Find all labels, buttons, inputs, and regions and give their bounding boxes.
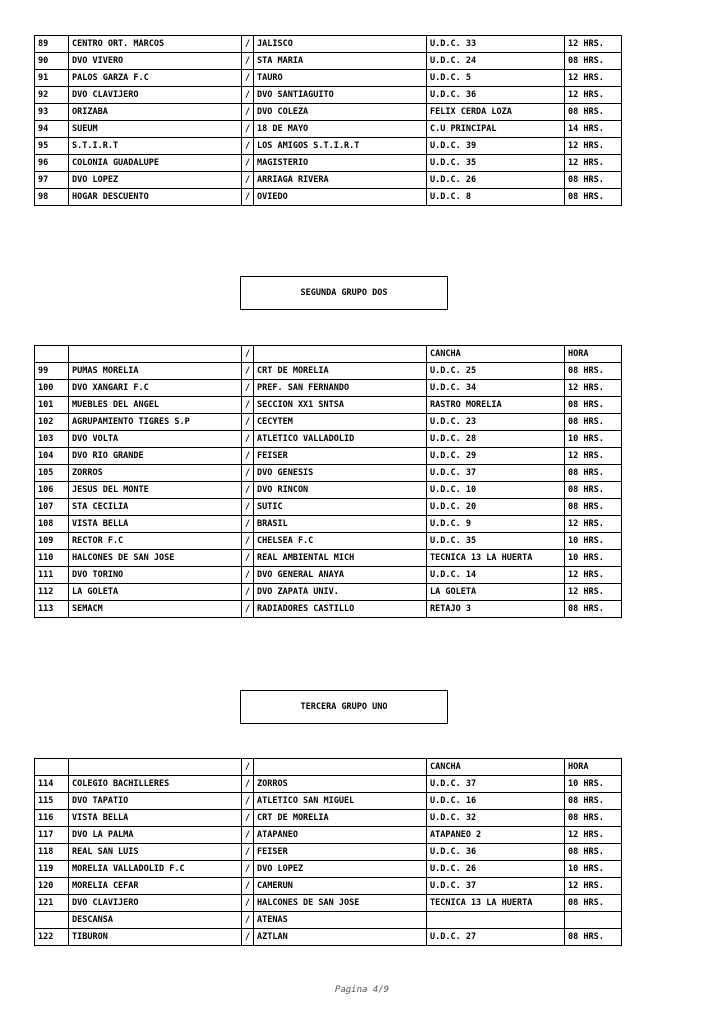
away-team: DVO RINCON	[254, 482, 427, 499]
field-name: C.U PRINCIPAL	[427, 121, 565, 138]
match-time: 12 HRS.	[565, 155, 622, 172]
away-team: LOS AMIGOS S.T.I.R.T	[254, 138, 427, 155]
match-number: 115	[35, 793, 69, 810]
field-name: U.D.C. 24	[427, 53, 565, 70]
vs-separator: /	[242, 861, 254, 878]
match-time: 12 HRS.	[565, 70, 622, 87]
table-row	[35, 465, 622, 482]
table-row	[35, 533, 622, 550]
table-row	[35, 793, 622, 810]
away-team: CHELSEA F.C	[254, 533, 427, 550]
match-time: 10 HRS.	[565, 776, 622, 793]
field-name: U.D.C. 9	[427, 516, 565, 533]
table-header-row	[35, 346, 622, 363]
match-time: 08 HRS.	[565, 104, 622, 121]
field-name: ATAPANEO 2	[427, 827, 565, 844]
home-team: DVO XANGARI F.C	[69, 380, 242, 397]
table-body	[35, 776, 622, 946]
field-name: U.D.C. 5	[427, 70, 565, 87]
away-team: MAGISTERIO	[254, 155, 427, 172]
home-team: DVO VIVERO	[69, 53, 242, 70]
field-name: U.D.C. 16	[427, 793, 565, 810]
vs-separator: /	[242, 567, 254, 584]
vs-separator: /	[242, 121, 254, 138]
vs-separator: /	[242, 53, 254, 70]
away-team: AZTLAN	[254, 929, 427, 946]
match-number: 116	[35, 810, 69, 827]
away-team: SECCION XX1 SNTSA	[254, 397, 427, 414]
match-number: 120	[35, 878, 69, 895]
match-time: 08 HRS.	[565, 465, 622, 482]
match-time: 10 HRS.	[565, 550, 622, 567]
match-number: 94	[35, 121, 69, 138]
table-row	[35, 810, 622, 827]
away-team: DVO SANTIAGUITO	[254, 87, 427, 104]
table-row	[35, 172, 622, 189]
away-team: ATLETICO VALLADOLID	[254, 431, 427, 448]
match-time: 12 HRS.	[565, 567, 622, 584]
vs-separator: /	[242, 878, 254, 895]
header-sep: /	[242, 759, 254, 776]
vs-separator: /	[242, 895, 254, 912]
header-home	[69, 759, 242, 776]
match-time: 08 HRS.	[565, 414, 622, 431]
match-number: 96	[35, 155, 69, 172]
header-num	[35, 346, 69, 363]
home-team: DVO CLAVIJERO	[69, 87, 242, 104]
field-name: U.D.C. 26	[427, 172, 565, 189]
field-name: U.D.C. 37	[427, 465, 565, 482]
match-number: 104	[35, 448, 69, 465]
match-number: 109	[35, 533, 69, 550]
vs-separator: /	[242, 550, 254, 567]
table-row	[35, 499, 622, 516]
home-team: SEMACM	[69, 601, 242, 618]
schedule-table-continued	[34, 35, 622, 206]
match-number: 110	[35, 550, 69, 567]
vs-separator: /	[242, 36, 254, 53]
away-team: DVO GENESIS	[254, 465, 427, 482]
header-field: CANCHA	[427, 759, 565, 776]
vs-separator: /	[242, 584, 254, 601]
match-time: 12 HRS.	[565, 878, 622, 895]
home-team: STA CECILIA	[69, 499, 242, 516]
match-time: 08 HRS.	[565, 189, 622, 206]
home-team: PUMAS MORELIA	[69, 363, 242, 380]
home-team: S.T.I.R.T	[69, 138, 242, 155]
away-team: STA MARIA	[254, 53, 427, 70]
match-time: 12 HRS.	[565, 36, 622, 53]
table-row	[35, 380, 622, 397]
vs-separator: /	[242, 138, 254, 155]
away-team: TAURO	[254, 70, 427, 87]
table-row	[35, 155, 622, 172]
field-name: TECNICA 13 LA HUERTA	[427, 550, 565, 567]
table-row	[35, 912, 622, 929]
match-number: 93	[35, 104, 69, 121]
header-num	[35, 759, 69, 776]
table-row	[35, 601, 622, 618]
vs-separator: /	[242, 70, 254, 87]
home-team: DVO VOLTA	[69, 431, 242, 448]
home-team: VISTA BELLA	[69, 516, 242, 533]
home-team: DVO RIO GRANDE	[69, 448, 242, 465]
match-number: 90	[35, 53, 69, 70]
field-name: FELIX CERDA LOZA	[427, 104, 565, 121]
header-field: CANCHA	[427, 346, 565, 363]
vs-separator: /	[242, 363, 254, 380]
header-sep: /	[242, 346, 254, 363]
match-number: 105	[35, 465, 69, 482]
match-number: 99	[35, 363, 69, 380]
match-time: 12 HRS.	[565, 448, 622, 465]
match-number: 119	[35, 861, 69, 878]
match-time: 10 HRS.	[565, 431, 622, 448]
table-body	[35, 363, 622, 618]
match-number: 102	[35, 414, 69, 431]
away-team: CRT DE MORELIA	[254, 363, 427, 380]
table-header-row	[35, 759, 622, 776]
home-team: ZORROS	[69, 465, 242, 482]
match-number: 111	[35, 567, 69, 584]
home-team: HOGAR DESCUENTO	[69, 189, 242, 206]
away-team: DVO LOPEZ	[254, 861, 427, 878]
away-team: DVO GENERAL ANAYA	[254, 567, 427, 584]
table-row	[35, 827, 622, 844]
vs-separator: /	[242, 414, 254, 431]
vs-separator: /	[242, 844, 254, 861]
match-number: 107	[35, 499, 69, 516]
match-time: 12 HRS.	[565, 138, 622, 155]
vs-separator: /	[242, 810, 254, 827]
table-row	[35, 584, 622, 601]
field-name: U.D.C. 8	[427, 189, 565, 206]
table-row	[35, 861, 622, 878]
home-team: CENTRO ORT. MARCOS	[69, 36, 242, 53]
away-team: ATAPANEO	[254, 827, 427, 844]
match-time: 10 HRS.	[565, 861, 622, 878]
home-team: MORELIA VALLADOLID F.C	[69, 861, 242, 878]
field-name: U.D.C. 37	[427, 878, 565, 895]
match-time: 08 HRS.	[565, 397, 622, 414]
match-number: 97	[35, 172, 69, 189]
match-time: 08 HRS.	[565, 810, 622, 827]
match-time: 12 HRS.	[565, 516, 622, 533]
vs-separator: /	[242, 929, 254, 946]
home-team: DVO LA PALMA	[69, 827, 242, 844]
field-name: U.D.C. 35	[427, 533, 565, 550]
away-team: ARRIAGA RIVERA	[254, 172, 427, 189]
group-title-segunda-grupo-dos: SEGUNDA GRUPO DOS	[240, 276, 448, 310]
home-team: LA GOLETA	[69, 584, 242, 601]
table-row	[35, 482, 622, 499]
match-number: 117	[35, 827, 69, 844]
vs-separator: /	[242, 793, 254, 810]
away-team: OVIEDO	[254, 189, 427, 206]
away-team: PREF. SAN FERNANDO	[254, 380, 427, 397]
away-team: ATLETICO SAN MIGUEL	[254, 793, 427, 810]
vs-separator: /	[242, 516, 254, 533]
home-team: MUEBLES DEL ANGEL	[69, 397, 242, 414]
field-name: U.D.C. 33	[427, 36, 565, 53]
field-name: U.D.C. 27	[427, 929, 565, 946]
home-team: JESUS DEL MONTE	[69, 482, 242, 499]
table-row	[35, 36, 622, 53]
match-time: 08 HRS.	[565, 844, 622, 861]
vs-separator: /	[242, 189, 254, 206]
away-team: ZORROS	[254, 776, 427, 793]
away-team: ATENAS	[254, 912, 427, 929]
vs-separator: /	[242, 499, 254, 516]
table-row	[35, 363, 622, 380]
vs-separator: /	[242, 776, 254, 793]
home-team: TIBURON	[69, 929, 242, 946]
match-time: 10 HRS.	[565, 533, 622, 550]
field-name: U.D.C. 34	[427, 380, 565, 397]
away-team: 18 DE MAYO	[254, 121, 427, 138]
match-number: 122	[35, 929, 69, 946]
match-number: 89	[35, 36, 69, 53]
home-team: DVO LOPEZ	[69, 172, 242, 189]
home-team: SUEUM	[69, 121, 242, 138]
away-team: JALISCO	[254, 36, 427, 53]
field-name: U.D.C. 14	[427, 567, 565, 584]
field-name: LA GOLETA	[427, 584, 565, 601]
vs-separator: /	[242, 431, 254, 448]
table-row	[35, 895, 622, 912]
table-row	[35, 431, 622, 448]
home-team: DVO CLAVIJERO	[69, 895, 242, 912]
match-time: 12 HRS.	[565, 87, 622, 104]
field-name: U.D.C. 37	[427, 776, 565, 793]
field-name: U.D.C. 10	[427, 482, 565, 499]
table-row	[35, 414, 622, 431]
table-row	[35, 70, 622, 87]
home-team: ORIZABA	[69, 104, 242, 121]
match-number: 112	[35, 584, 69, 601]
field-name: U.D.C. 26	[427, 861, 565, 878]
header-time: HORA	[565, 346, 622, 363]
home-team: AGRUPAMIENTO TIGRES S.P	[69, 414, 242, 431]
away-team: DVO COLEZA	[254, 104, 427, 121]
match-time: 08 HRS.	[565, 601, 622, 618]
field-name: RETAJO 3	[427, 601, 565, 618]
home-team: VISTA BELLA	[69, 810, 242, 827]
table-row	[35, 878, 622, 895]
header-time: HORA	[565, 759, 622, 776]
home-team: MORELIA CEFAR	[69, 878, 242, 895]
field-name: RASTRO MORELIA	[427, 397, 565, 414]
match-number: 103	[35, 431, 69, 448]
home-team: RECTOR F.C	[69, 533, 242, 550]
field-name: U.D.C. 29	[427, 448, 565, 465]
match-time: 08 HRS.	[565, 53, 622, 70]
header-home	[69, 346, 242, 363]
match-time: 14 HRS.	[565, 121, 622, 138]
table-row	[35, 53, 622, 70]
match-number: 118	[35, 844, 69, 861]
vs-separator: /	[242, 533, 254, 550]
field-name: U.D.C. 35	[427, 155, 565, 172]
away-team: SUTIC	[254, 499, 427, 516]
vs-separator: /	[242, 397, 254, 414]
table-row	[35, 929, 622, 946]
match-time: 12 HRS.	[565, 380, 622, 397]
home-team: COLONIA GUADALUPE	[69, 155, 242, 172]
table-row	[35, 567, 622, 584]
away-team: CAMERUN	[254, 878, 427, 895]
header-away	[254, 346, 427, 363]
match-time: 08 HRS.	[565, 172, 622, 189]
page-number: Pagina 4/9	[334, 985, 390, 995]
table-row	[35, 516, 622, 533]
match-number	[35, 912, 69, 929]
table-row	[35, 448, 622, 465]
table-row	[35, 397, 622, 414]
schedule-table-tercera-grupo-uno	[34, 758, 622, 946]
vs-separator: /	[242, 172, 254, 189]
match-time: 08 HRS.	[565, 482, 622, 499]
match-number: 108	[35, 516, 69, 533]
match-number: 98	[35, 189, 69, 206]
table-row	[35, 844, 622, 861]
vs-separator: /	[242, 155, 254, 172]
match-time: 08 HRS.	[565, 363, 622, 380]
away-team: REAL AMBIENTAL MICH	[254, 550, 427, 567]
match-number: 121	[35, 895, 69, 912]
field-name: U.D.C. 25	[427, 363, 565, 380]
field-name: U.D.C. 39	[427, 138, 565, 155]
away-team: CECYTEM	[254, 414, 427, 431]
header-away	[254, 759, 427, 776]
table-row	[35, 189, 622, 206]
home-team: DVO TORINO	[69, 567, 242, 584]
match-number: 114	[35, 776, 69, 793]
field-name: U.D.C. 23	[427, 414, 565, 431]
away-team: HALCONES DE SAN JOSE	[254, 895, 427, 912]
field-name: U.D.C. 28	[427, 431, 565, 448]
vs-separator: /	[242, 482, 254, 499]
away-team: DVO ZAPATA UNIV.	[254, 584, 427, 601]
home-team: DESCANSA	[69, 912, 242, 929]
group-title-tercera-grupo-uno: TERCERA GRUPO UNO	[240, 690, 448, 724]
match-time: 12 HRS.	[565, 827, 622, 844]
match-time: 08 HRS.	[565, 929, 622, 946]
field-name: U.D.C. 32	[427, 810, 565, 827]
match-number: 106	[35, 482, 69, 499]
home-team: COLEGIO BACHILLERES	[69, 776, 242, 793]
home-team: DVO TAPATIO	[69, 793, 242, 810]
field-name	[427, 912, 565, 929]
away-team: CRT DE MORELIA	[254, 810, 427, 827]
match-number: 91	[35, 70, 69, 87]
table-row	[35, 550, 622, 567]
field-name: U.D.C. 36	[427, 87, 565, 104]
home-team: PALOS GARZA F.C	[69, 70, 242, 87]
match-number: 100	[35, 380, 69, 397]
field-name: TECNICA 13 LA HUERTA	[427, 895, 565, 912]
vs-separator: /	[242, 912, 254, 929]
table-row	[35, 104, 622, 121]
table-row	[35, 776, 622, 793]
table-row	[35, 121, 622, 138]
vs-separator: /	[242, 601, 254, 618]
away-team: BRASIL	[254, 516, 427, 533]
field-name: U.D.C. 36	[427, 844, 565, 861]
match-time: 08 HRS.	[565, 793, 622, 810]
vs-separator: /	[242, 827, 254, 844]
match-time: 08 HRS.	[565, 499, 622, 516]
match-time: 08 HRS.	[565, 895, 622, 912]
table-row	[35, 138, 622, 155]
home-team: HALCONES DE SAN JOSE	[69, 550, 242, 567]
away-team: FEISER	[254, 844, 427, 861]
home-team: REAL SAN LUIS	[69, 844, 242, 861]
vs-separator: /	[242, 104, 254, 121]
match-time	[565, 912, 622, 929]
match-time: 12 HRS.	[565, 584, 622, 601]
table-body	[35, 36, 622, 206]
vs-separator: /	[242, 465, 254, 482]
match-number: 101	[35, 397, 69, 414]
vs-separator: /	[242, 448, 254, 465]
vs-separator: /	[242, 87, 254, 104]
field-name: U.D.C. 20	[427, 499, 565, 516]
match-number: 92	[35, 87, 69, 104]
match-number: 95	[35, 138, 69, 155]
match-number: 113	[35, 601, 69, 618]
vs-separator: /	[242, 380, 254, 397]
schedule-table-segunda-grupo-dos	[34, 345, 622, 618]
away-team: FEISER	[254, 448, 427, 465]
table-row	[35, 87, 622, 104]
away-team: RADIADORES CASTILLO	[254, 601, 427, 618]
